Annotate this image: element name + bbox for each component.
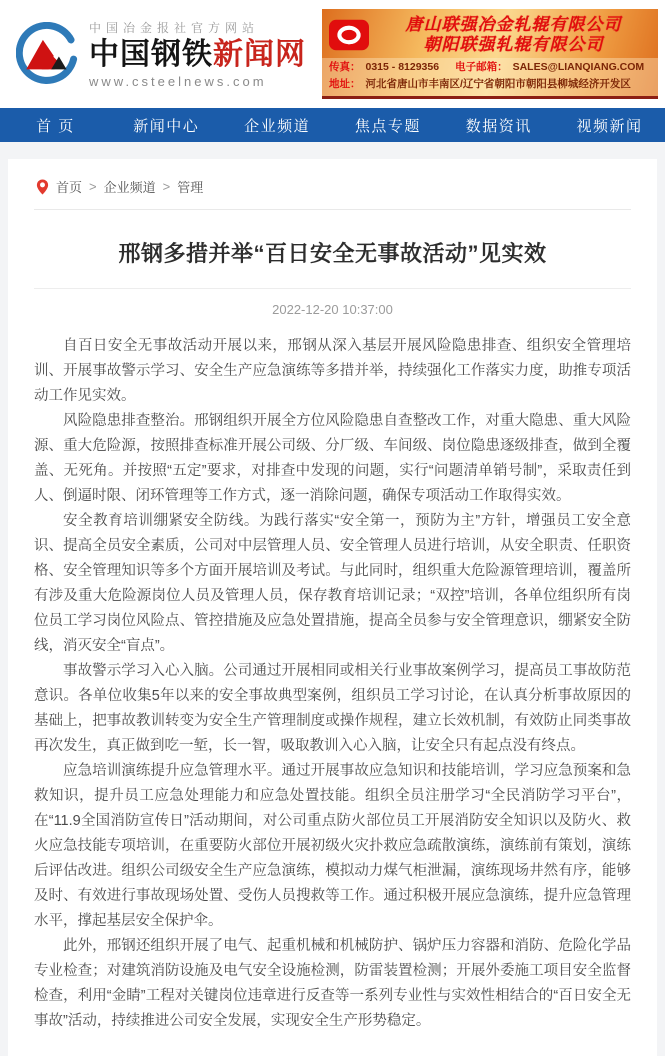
- ad-company-line2: 朝阳联强轧辊有限公司: [423, 35, 604, 55]
- article-title: 邢钢多措并举“百日安全无事故活动”见实效: [34, 237, 631, 289]
- breadcrumb: [34, 171, 631, 210]
- breadcrumb-separator: >: [89, 179, 97, 194]
- article-paragraph: 此外，邢钢还组织开展了电气、起重机械和机械防护、锅炉压力容器和消防、危险化学品专业检查；对建筑消防设施及电气安全设施检测，防雷装置检测；开展外委施工项目安全监督检查，利用“金睛”工程对关键岗位违章进行反查等一系列专业性与实效性相结合的“百日安全无事故”活动，持续推进公司安全发展，实现安全生产形势稳定。: [34, 938, 631, 1029]
- article-paragraph: 安全教育培训绷紧安全防线。为践行落实“安全第一，预防为主”方针，增强员工安全意识、提高全员安全素质，公司对中层管理人员、安全管理人员进行培训，从安全职责、任职资格、安全管理知识等多个方面开展培训及考试。与此同时，组织重大危险源管理培训，覆盖所有涉及重大危险源岗位人员及管理人员，保存教育培训记录；“双控”培训，各单位组织所有岗位员工学习岗位风险点、管控措施及应急处置措施，提高全员参与安全管理意识，绷紧安全防线，消灭安全“盲点”。: [34, 513, 631, 654]
- ad-company-names: [375, 15, 652, 56]
- ad-contact-info: [322, 58, 658, 96]
- breadcrumb-item[interactable]: 企业频道: [103, 180, 156, 195]
- ad-company-logo-icon: [328, 19, 370, 51]
- article-card: [8, 159, 657, 1056]
- nav-item[interactable]: 数据资讯: [465, 117, 532, 135]
- ad-address-label: 地址：: [329, 77, 361, 90]
- article-paragraph: 应急培训演练提升应急管理水平。通过开展事故应急知识和技能培训，学习应急预案和急救知识，提升员工应急处理能力和应急处置技能。组织全员注册学习“全民消防学习平台”，在“11.9全国消防宣传日”活动期间，对公司重点防火部位员工开展消防安全知识以及防火、救火应急技能专项培训，在重要防火部位开展初级火灾扑救应急疏散演练，演练前有策划，演练后评估改进。组织公司级安全生产应急演练，模拟动力煤气柜泄漏，演练现场井然有序，能够及时、有效进行事故现场处置、受伤人员搜救等工作。通过积极开展应急演练，提升应急管理水平，撑起基层安全保护伞。: [34, 763, 631, 929]
- ad-fax-value: 0315 - 8129356: [365, 61, 440, 74]
- site-logo[interactable]: [16, 19, 306, 89]
- article-date: 2022-12-20 10:37:00: [272, 302, 393, 317]
- location-pin-icon: [36, 179, 49, 195]
- article-paragraph: 自百日安全无事故活动开展以来，邢钢从深入基层开展风险隐患排查、组织安全管理培训、开展事故警示学习、安全生产应急演练等多措并举，持续强化工作落实力度，助推专项活动工作见实效。: [34, 338, 631, 404]
- ad-email-value: SALES@LIANQIANG.COM: [512, 61, 645, 74]
- site-header: [0, 0, 665, 108]
- ad-email-label: 电子邮箱：: [455, 61, 508, 74]
- site-name-part2: 新闻网: [213, 38, 306, 72]
- site-url: www.csteelnews.com: [89, 73, 267, 89]
- nav-item[interactable]: 新闻中心: [133, 117, 200, 135]
- site-name: [89, 38, 306, 72]
- site-tagline: 中国冶金报社官方网站: [89, 21, 260, 36]
- ad-company-line1: 唐山联强冶金轧辊有限公司: [405, 14, 622, 34]
- ad-address-value: 河北省唐山市丰南区/辽宁省朝阳市朝阳县柳城经济开发区: [365, 77, 631, 90]
- ad-fax-label: 传真：: [329, 61, 361, 74]
- site-name-part1: 中国钢铁: [89, 38, 213, 72]
- main-nav: [0, 108, 665, 142]
- breadcrumb-item[interactable]: 首页: [56, 180, 83, 195]
- article-body: [34, 334, 631, 1034]
- breadcrumb-item[interactable]: 管理: [177, 180, 204, 195]
- nav-item[interactable]: 企业频道: [244, 117, 311, 135]
- site-logo-icon: [16, 22, 80, 86]
- nav-item[interactable]: 首 页: [36, 117, 75, 135]
- ad-banner[interactable]: [322, 9, 658, 99]
- nav-item[interactable]: 视频新闻: [576, 117, 643, 135]
- breadcrumb-separator: >: [162, 179, 171, 194]
- article-paragraph: 事故警示学习入心入脑。公司通过开展相同或相关行业事故案例学习，提高员工事故防范意识。各单位收集5年以来的安全事故典型案例，组织员工学习讨论，在认真分析事故原因的基础上，把事故教训转变为安全生产管理制度或操作规程，建立长效机制，有效防止同类事故再次发生，真正做到吃一堑，长一智，吸取教训入心入脑，让安全只有起点没有终点。: [34, 663, 631, 754]
- breadcrumb-items: [56, 177, 203, 196]
- article-paragraph: 风险隐患排查整治。邢钢组织开展全方位风险隐患自查整改工作，对重大隐患、重大风险源、重大危险源，按照排查标准开展公司级、分厂级、车间级、岗位隐患逐级排查，做到全覆盖、无死角。并按照“五定”要求，对排查中发现的问题，实行“问题清单销号制”，采取责任到人、倒逼时限、闭环管理等工作方式，逐一消除问题，确保专项活动工作取得实效。: [34, 413, 631, 504]
- nav-item[interactable]: 焦点专题: [354, 117, 421, 135]
- content-area: [0, 142, 665, 1056]
